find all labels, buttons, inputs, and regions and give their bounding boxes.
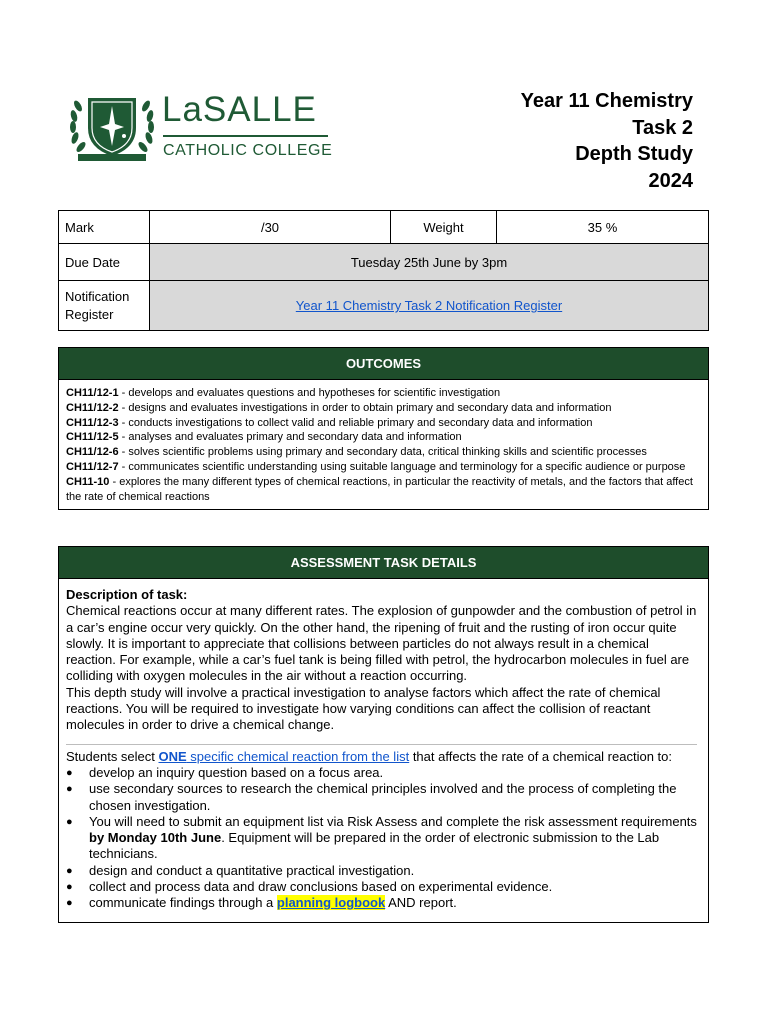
- title-line: Depth Study: [575, 143, 693, 165]
- outcome-code: CH11/12-6: [66, 446, 119, 459]
- register-label-line: Notification: [65, 288, 130, 304]
- register-label-line: Register: [65, 306, 114, 322]
- table-row: [59, 244, 709, 281]
- description-paragraph: This depth study will involve a practical investigation to analyse factors which affect the rate of chemical reactions. You will be required to investigate how varying conditions can affect the collision of reactant molecules in order to drive a chemical change.: [66, 684, 661, 733]
- outcome-code: CH11/12-5: [66, 431, 119, 444]
- outcome-item: [66, 401, 701, 416]
- list-item: ● design and conduct a quantitative practical investigation.: [66, 863, 701, 879]
- section-divider: [66, 744, 697, 745]
- outcome-item: [66, 386, 701, 401]
- title-line: Year 11 Chemistry: [520, 90, 693, 112]
- weight-label: Weight: [391, 211, 497, 244]
- task-details-heading: ASSESSMENT TASK DETAILS: [59, 547, 708, 579]
- task-details-section: [58, 546, 709, 923]
- table-row: [59, 281, 709, 331]
- outcome-code: CH11/12-7: [66, 460, 119, 473]
- register-label: [59, 281, 150, 331]
- college-logo: [66, 92, 336, 167]
- list-item: ● use secondary sources to research the chemical principles involved and the process of completing the chosen investigation.: [66, 781, 701, 814]
- task-details-body: [59, 579, 708, 922]
- list-item: ● collect and process data and draw conclusions based on experimental evidence.: [66, 879, 701, 895]
- reaction-list-link-text: specific chemical reaction from the list: [186, 748, 410, 764]
- outcome-item: [66, 430, 701, 445]
- outcome-text: - analyses and evaluates primary and secondary data and information: [118, 431, 462, 444]
- list-item: [66, 814, 701, 863]
- title-line: Task 2: [632, 116, 693, 139]
- bullet-text: You will need to submit an equipment list via Risk Assess and complete the risk assessment requirements: [89, 813, 697, 829]
- outcome-text: - solves scientific problems using primary and secondary data, critical thinking skills and scientific processes: [118, 446, 647, 459]
- due-date-label: Due Date: [59, 244, 150, 281]
- table-row: [59, 211, 709, 244]
- bullet-text: . Equipment will be prepared in the order of electronic submission to the Lab technicians.: [89, 830, 660, 862]
- planning-logbook-link[interactable]: planning logbook: [276, 895, 386, 911]
- bullet-text: AND report.: [385, 895, 457, 911]
- notification-register-link[interactable]: Year 11 Chemistry Task 2 Notification Register: [295, 298, 563, 313]
- list-item: ● develop an inquiry question based on a focus area.: [66, 765, 701, 781]
- risk-deadline: by Monday 10th June: [89, 830, 222, 846]
- outcome-text: - designs and evaluates investigations in order to obtain primary and secondary data and information: [118, 401, 612, 414]
- title-line: 2024: [648, 169, 693, 192]
- outcome-code: CH11/12-2: [66, 401, 119, 414]
- bullet-text: communicate findings through a: [89, 895, 277, 911]
- mark-label: Mark: [59, 211, 150, 244]
- outcome-text: - develops and evaluates questions and hypotheses for scientific investigation: [118, 387, 501, 399]
- list-item: [66, 895, 701, 911]
- task-info-table: [58, 210, 709, 331]
- outcomes-section: [58, 347, 709, 510]
- brand-name: LaSALLE: [162, 90, 317, 129]
- outcome-item: [66, 416, 701, 431]
- weight-value: 35 %: [497, 211, 709, 244]
- outcomes-heading: OUTCOMES: [59, 348, 708, 380]
- task-requirements-list: [66, 765, 701, 912]
- outcome-text: - conducts investigations to collect valid and reliable primary and secondary data and information: [118, 416, 593, 429]
- description-paragraph: Chemical reactions occur at many different rates. The explosion of gunpowder and the combustion of petrol in a car’s engine occur very quickly. On the other hand, the ripening of fruit and the rusting of iron occur quite slowly. It is important to appreciate that collisions between particles do not always result in a chemical reaction. For example, while a car’s fuel tank is being filled with petrol, the hydrocarbon molecules in fuel are colliding with oxygen molecules in the air without a reaction occurring.: [66, 603, 697, 684]
- selection-instruction: [66, 749, 701, 765]
- reaction-list-link-bold: ONE: [158, 748, 187, 764]
- brand-divider: [163, 135, 328, 137]
- outcome-code: CH11/12-1: [66, 387, 119, 399]
- description-label: Description of task:: [66, 587, 188, 602]
- register-cell: [150, 281, 709, 331]
- outcome-code: CH11-10: [66, 475, 110, 488]
- outcomes-list: [59, 380, 708, 509]
- mark-value: /30: [150, 211, 391, 244]
- outcome-item: [66, 445, 701, 460]
- outcome-code: CH11/12-3: [66, 416, 119, 429]
- selection-prefix: Students select: [66, 748, 159, 764]
- outcome-text: - explores the many different types of chemical reactions, in particular the reactivity of metals, and the factors that affect the rate of chemical reactions: [66, 475, 693, 503]
- outcome-text: - communicates scientific understanding using suitable language and terminology for a specific audience or purpose: [118, 460, 686, 473]
- outcome-item: [66, 475, 701, 505]
- outcome-item: [66, 460, 701, 475]
- selection-suffix: that affects the rate of a chemical reaction to:: [409, 748, 672, 764]
- brand-subtitle: CATHOLIC COLLEGE: [163, 142, 333, 159]
- due-date-value: Tuesday 25th June by 3pm: [150, 244, 709, 281]
- reaction-list-link[interactable]: [159, 749, 410, 764]
- task-title: [521, 88, 693, 194]
- document-header: [0, 0, 768, 210]
- college-crest-icon: [66, 92, 158, 164]
